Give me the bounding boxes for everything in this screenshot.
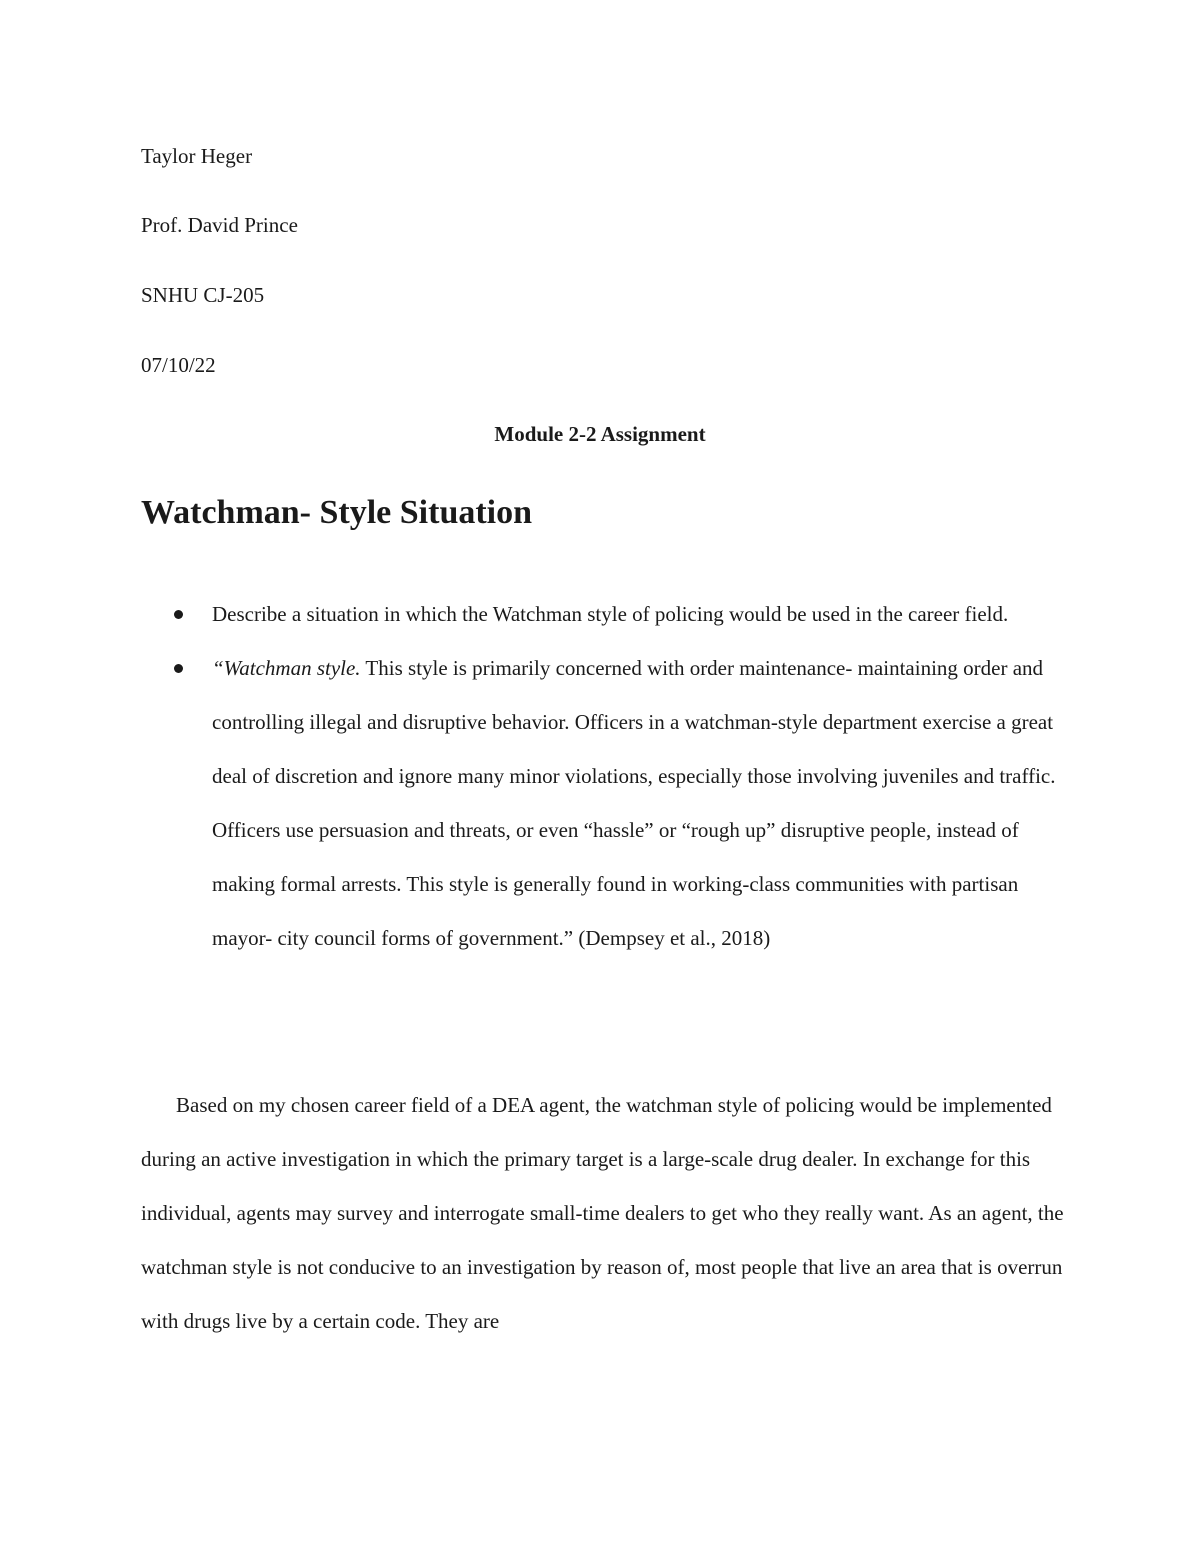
assignment-title: Module 2-2 Assignment bbox=[494, 422, 706, 446]
quote-lead: “Watchman style. bbox=[212, 656, 361, 680]
professor-name: Prof. David Prince bbox=[141, 213, 298, 237]
quote-text: This style is primarily concerned with order maintenance- maintaining order and controlling illegal and disruptive behavior. Officers in a watchman-style department exercise a great deal of discretion and ignore many minor violations, especially those involving juveniles and traffic. Officers use persuasion and threats, or even “hassle” or “rough up” disruptive people, instead of making formal arrests. This style is generally found in working-class communities with partisan mayor- city council forms of government.” (Dempsey et al., 2018) bbox=[212, 656, 1056, 950]
bullet-text: Describe a situation in which the Watchman style of policing would be used in the career field. bbox=[212, 602, 1009, 626]
student-name: Taylor Heger bbox=[141, 144, 253, 168]
submission-date: 07/10/22 bbox=[141, 353, 216, 377]
body-paragraph: Based on my chosen career field of a DEA agent, the watchman style of policing would be implemented during an active investigation in which the primary target is a large-scale drug dealer. In exchange for this individual, agents may survey and interrogate small-time dealers to get who they really want. As an agent, the watchman style is not conducive to an investigation by reason of, most people that live an area that is overrun with drugs live by a certain code. They are bbox=[141, 1093, 1064, 1333]
section-heading: Watchman- Style Situation bbox=[141, 494, 533, 531]
course-code: SNHU CJ-205 bbox=[141, 283, 265, 307]
bullet-list bbox=[212, 587, 1062, 965]
bullet-icon bbox=[174, 610, 183, 619]
bullet-item-quote bbox=[212, 641, 1062, 965]
bullet-icon bbox=[174, 664, 183, 673]
bullet-item-prompt bbox=[212, 587, 1062, 641]
